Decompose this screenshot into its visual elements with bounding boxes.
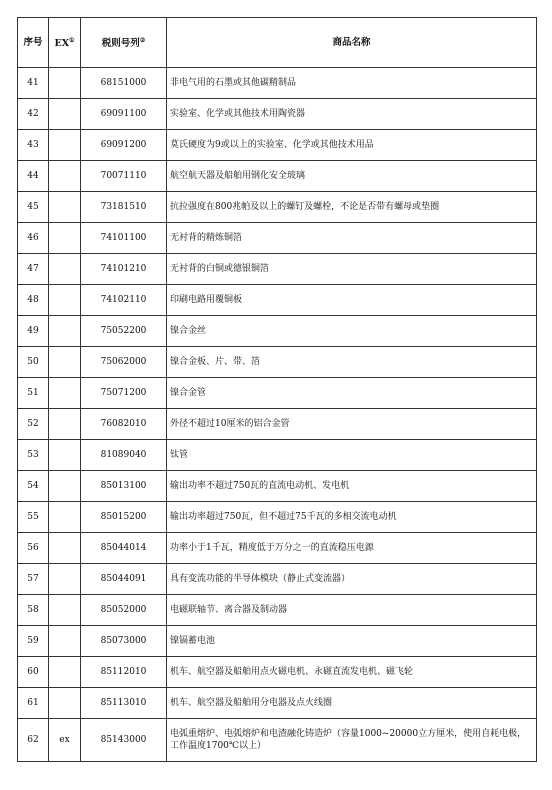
cell-ex: ex bbox=[49, 719, 81, 762]
table-row bbox=[18, 688, 537, 719]
table-row bbox=[18, 99, 537, 130]
cell-product-name: 抗拉强度在800兆帕及以上的螺钉及螺栓，不论是否带有螺母或垫圈 bbox=[167, 192, 537, 223]
table-row bbox=[18, 440, 537, 471]
table-row bbox=[18, 719, 537, 762]
header-row bbox=[18, 18, 537, 68]
cell-tariff-code: 85013100 bbox=[81, 471, 167, 502]
cell-product-name: 航空航天器及船舶用钢化安全玻璃 bbox=[167, 161, 537, 192]
cell-seq: 52 bbox=[18, 409, 49, 440]
cell-seq: 50 bbox=[18, 347, 49, 378]
cell-product-name: 无衬背的白铜或德银铜箔 bbox=[167, 254, 537, 285]
header-name-label: 商品名称 bbox=[332, 36, 371, 48]
cell-ex bbox=[49, 626, 81, 657]
cell-product-name: 机车、航空器及船舶用点火磁电机、永磁直流发电机、磁飞轮 bbox=[167, 657, 537, 688]
header-seq bbox=[18, 18, 49, 68]
cell-tariff-code: 74102110 bbox=[81, 285, 167, 316]
cell-tariff-code: 85044014 bbox=[81, 533, 167, 564]
cell-seq: 49 bbox=[18, 316, 49, 347]
table-row bbox=[18, 564, 537, 595]
header-ex-label: EX bbox=[54, 38, 70, 50]
cell-product-name: 钛管 bbox=[167, 440, 537, 471]
table-row bbox=[18, 409, 537, 440]
cell-seq: 55 bbox=[18, 502, 49, 533]
cell-tariff-code: 75052200 bbox=[81, 316, 167, 347]
cell-seq: 44 bbox=[18, 161, 49, 192]
table-row bbox=[18, 502, 537, 533]
cell-seq: 48 bbox=[18, 285, 49, 316]
cell-seq: 45 bbox=[18, 192, 49, 223]
cell-product-name: 功率小于1千瓦，精度低于万分之一的直流稳压电源 bbox=[167, 533, 537, 564]
cell-product-name: 镍合金管 bbox=[167, 378, 537, 409]
cell-ex bbox=[49, 533, 81, 564]
cell-ex bbox=[49, 223, 81, 254]
cell-seq: 46 bbox=[18, 223, 49, 254]
cell-product-name: 无衬背的精炼铜箔 bbox=[167, 223, 537, 254]
header-seq-label: 序号 bbox=[23, 36, 43, 48]
cell-ex bbox=[49, 471, 81, 502]
cell-tariff-code: 74101100 bbox=[81, 223, 167, 254]
header-tariff-label: 税则号列 bbox=[101, 38, 140, 50]
tariff-table bbox=[17, 17, 537, 762]
cell-product-name: 外径不超过10厘米的铝合金管 bbox=[167, 409, 537, 440]
cell-seq: 60 bbox=[18, 657, 49, 688]
table-row bbox=[18, 316, 537, 347]
cell-ex bbox=[49, 409, 81, 440]
cell-tariff-code: 76082010 bbox=[81, 409, 167, 440]
footnote-marker-2: ② bbox=[139, 36, 146, 44]
table-row bbox=[18, 68, 537, 99]
cell-product-name: 莫氏硬度为9或以上的实验室、化学或其他技术用品 bbox=[167, 130, 537, 161]
cell-seq: 62 bbox=[18, 719, 49, 762]
cell-tariff-code: 74101210 bbox=[81, 254, 167, 285]
cell-tariff-code: 75062000 bbox=[81, 347, 167, 378]
cell-seq: 41 bbox=[18, 68, 49, 99]
cell-seq: 47 bbox=[18, 254, 49, 285]
cell-seq: 42 bbox=[18, 99, 49, 130]
table-row bbox=[18, 657, 537, 688]
cell-product-name: 印刷电路用覆铜板 bbox=[167, 285, 537, 316]
cell-ex bbox=[49, 130, 81, 161]
cell-product-name: 镍合金丝 bbox=[167, 316, 537, 347]
cell-seq: 51 bbox=[18, 378, 49, 409]
table-row bbox=[18, 533, 537, 564]
cell-tariff-code: 85015200 bbox=[81, 502, 167, 533]
cell-ex bbox=[49, 564, 81, 595]
cell-tariff-code: 85073000 bbox=[81, 626, 167, 657]
cell-ex bbox=[49, 161, 81, 192]
cell-seq: 54 bbox=[18, 471, 49, 502]
table-row bbox=[18, 378, 537, 409]
cell-product-name: 镍镉蓄电池 bbox=[167, 626, 537, 657]
table-row bbox=[18, 192, 537, 223]
table-row bbox=[18, 626, 537, 657]
footnote-marker-1: ① bbox=[69, 36, 75, 44]
cell-product-name: 实验室、化学或其他技术用陶瓷器 bbox=[167, 99, 537, 130]
cell-ex bbox=[49, 657, 81, 688]
table-row bbox=[18, 130, 537, 161]
cell-ex bbox=[49, 285, 81, 316]
cell-tariff-code: 85052000 bbox=[81, 595, 167, 626]
cell-ex bbox=[49, 192, 81, 223]
cell-product-name: 镍合金板、片、带、箔 bbox=[167, 347, 537, 378]
header-tariff bbox=[81, 18, 167, 68]
cell-product-name: 输出功率不超过750瓦的直流电动机、发电机 bbox=[167, 471, 537, 502]
cell-tariff-code: 85143000 bbox=[81, 719, 167, 762]
cell-product-name: 机车、航空器及船舶用分电器及点火线圈 bbox=[167, 688, 537, 719]
cell-tariff-code: 85113010 bbox=[81, 688, 167, 719]
table-header bbox=[18, 18, 537, 68]
cell-ex bbox=[49, 347, 81, 378]
cell-seq: 57 bbox=[18, 564, 49, 595]
cell-seq: 59 bbox=[18, 626, 49, 657]
cell-tariff-code: 69091100 bbox=[81, 99, 167, 130]
cell-product-name: 输出功率超过750瓦，但不超过75千瓦的多相交流电动机 bbox=[167, 502, 537, 533]
header-ex bbox=[49, 18, 81, 68]
cell-tariff-code: 75071200 bbox=[81, 378, 167, 409]
cell-tariff-code: 68151000 bbox=[81, 68, 167, 99]
table-row bbox=[18, 161, 537, 192]
cell-seq: 56 bbox=[18, 533, 49, 564]
header-name bbox=[167, 18, 537, 68]
cell-ex bbox=[49, 316, 81, 347]
cell-product-name: 电磁联轴节、离合器及制动器 bbox=[167, 595, 537, 626]
cell-tariff-code: 85044091 bbox=[81, 564, 167, 595]
table-body bbox=[18, 68, 537, 762]
cell-tariff-code: 70071110 bbox=[81, 161, 167, 192]
cell-ex bbox=[49, 688, 81, 719]
table-row bbox=[18, 223, 537, 254]
cell-ex bbox=[49, 68, 81, 99]
cell-seq: 61 bbox=[18, 688, 49, 719]
cell-ex bbox=[49, 378, 81, 409]
cell-seq: 43 bbox=[18, 130, 49, 161]
cell-ex bbox=[49, 440, 81, 471]
cell-ex bbox=[49, 502, 81, 533]
cell-ex bbox=[49, 595, 81, 626]
cell-tariff-code: 81089040 bbox=[81, 440, 167, 471]
cell-product-name: 非电气用的石墨或其他碳精制品 bbox=[167, 68, 537, 99]
cell-product-name: 具有变流功能的半导体模块（静止式变流器） bbox=[167, 564, 537, 595]
table-row bbox=[18, 254, 537, 285]
cell-seq: 53 bbox=[18, 440, 49, 471]
cell-tariff-code: 69091200 bbox=[81, 130, 167, 161]
table-row bbox=[18, 347, 537, 378]
cell-ex bbox=[49, 99, 81, 130]
cell-ex bbox=[49, 254, 81, 285]
table-row bbox=[18, 471, 537, 502]
table-row bbox=[18, 285, 537, 316]
cell-tariff-code: 73181510 bbox=[81, 192, 167, 223]
cell-seq: 58 bbox=[18, 595, 49, 626]
cell-product-name: 电弧重熔炉、电弧熔炉和电渣融化铸造炉（容量1000~20000立方厘米，使用自耗电极，工作温度1700℃以上） bbox=[167, 719, 537, 762]
cell-tariff-code: 85112010 bbox=[81, 657, 167, 688]
table-row bbox=[18, 595, 537, 626]
